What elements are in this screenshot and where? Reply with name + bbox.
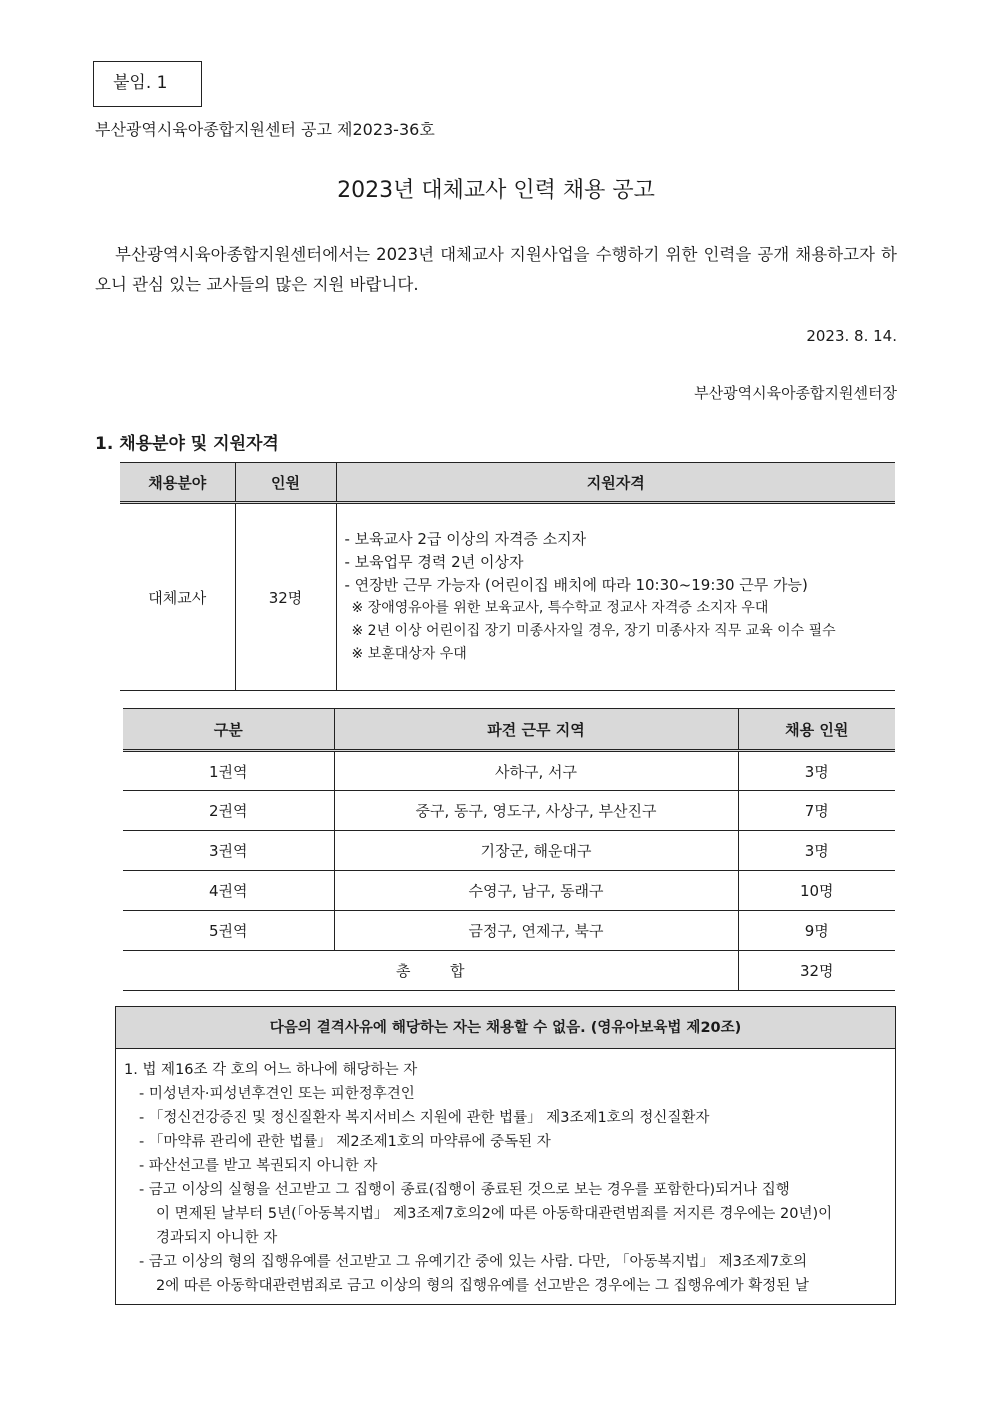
header-count: 인원 [235, 463, 336, 503]
disqualification-line: 경과되지 아니한 자 [156, 1230, 278, 1246]
areas-cell: 기장군, 해운대구 [334, 831, 738, 871]
qualification-note: ※ 2년 이상 어린이집 장기 미종사자일 경우, 장기 미종사자 직무 교육 이수 필수 [351, 623, 836, 639]
disqualification-line: - 금고 이상의 실형을 선고받고 그 집행이 종료(집행이 종료된 것으로 보는 경우를 포함한다)되거나 집행 [139, 1182, 790, 1198]
section-title: 1. 채용분야 및 지원자격 [95, 434, 279, 454]
disqualification-line: 이 면제된 날부터 5년(「아동복지법」 제3조제7호의2에 따른 아동학대관련범죄를 저지른 경우에는 20년)이 [156, 1206, 833, 1222]
disqualification-line: 2에 따른 아동학대관련범죄로 금고 이상의 형의 집행유예를 선고받은 경우에는 그 집행유예가 확정된 날 [156, 1278, 809, 1294]
table-row [120, 503, 895, 691]
hire-count-cell: 3명 [738, 751, 895, 791]
notice-number: 부산광역시육아종합지원센터 공고 제2023-36호 [95, 120, 435, 139]
header-zone: 구분 [123, 709, 334, 751]
qualification-note: ※ 장애영유아를 위한 보육교사, 특수학교 정교사 자격증 소지자 우대 [351, 600, 769, 616]
qualification-item: - 연장반 근무 가능자 (어린이집 배치에 따라 10:30~19:30 근무 가능) [344, 576, 808, 594]
total-label-part: 합 [450, 962, 465, 980]
disqualification-item-title: 1. 법 제16조 각 호의 어느 하나에 해당하는 자 [124, 1062, 418, 1078]
table-row [123, 791, 895, 831]
zone-cell: 4권역 [123, 871, 334, 911]
table-row [123, 831, 895, 871]
disqualification-line: - 「정신건강증진 및 정신질환자 복지서비스 지원에 관한 법률」 제3조제1호의 정신질환자 [139, 1110, 710, 1126]
zone-cell: 1권역 [123, 751, 334, 791]
notice-date: 2023. 8. 14. [806, 327, 897, 345]
header-hire-count: 채용 인원 [738, 709, 895, 751]
attachment-label: 붙임. 1 [93, 61, 202, 107]
header-qualification: 지원자격 [336, 463, 895, 503]
qualification-note: ※ 보훈대상자 우대 [351, 646, 467, 662]
zone-cell: 2권역 [123, 791, 334, 831]
qualification-item: - 보육업무 경력 2년 이상자 [344, 553, 524, 571]
total-row [123, 951, 895, 991]
total-count: 32명 [738, 951, 895, 991]
hire-count-cell: 10명 [738, 871, 895, 911]
recruit-table [120, 462, 895, 691]
disqualification-line: - 파산선고를 받고 복권되지 아니한 자 [139, 1158, 378, 1174]
total-label-part: 총 [395, 962, 411, 980]
table-row [123, 911, 895, 951]
areas-cell: 금정구, 연제구, 북구 [334, 911, 738, 951]
areas-cell: 중구, 동구, 영도구, 사상구, 부산진구 [334, 791, 738, 831]
disqualification-box [115, 1006, 896, 1305]
hire-count-cell: 3명 [738, 831, 895, 871]
qualification-item: - 보육교사 2급 이상의 자격증 소지자 [344, 530, 587, 548]
zone-cell: 3권역 [123, 831, 334, 871]
intro-paragraph: 부산광역시육아종합지원센터에서는 2023년 대체교사 지원사업을 수행하기 위한 인력을 공개 채용하고자 하오니 관심 있는 교사들의 많은 지원 바랍니다. [95, 245, 897, 294]
issuer: 부산광역시육아종합지원센터장 [694, 384, 897, 402]
areas-cell: 사하구, 서구 [334, 751, 738, 791]
disqualification-header: 다음의 결격사유에 해당하는 자는 채용할 수 없음. (영유아보육법 제20조) [116, 1007, 895, 1049]
hire-count-cell: 7명 [738, 791, 895, 831]
header-field: 채용분야 [120, 463, 235, 503]
disqualification-line: - 금고 이상의 형의 집행유예를 선고받고 그 유예기간 중에 있는 사람. 다만, 「아동복지법」 제3조제7호의 [139, 1254, 808, 1270]
total-label [123, 951, 738, 991]
zone-cell: 5권역 [123, 911, 334, 951]
qualification-cell [336, 503, 895, 691]
hire-count-cell: 9명 [738, 911, 895, 951]
table-row [123, 751, 895, 791]
areas-cell: 수영구, 남구, 동래구 [334, 871, 738, 911]
page-title: 2023년 대체교사 인력 채용 공고 [337, 178, 655, 203]
count-cell: 32명 [235, 503, 336, 691]
disqualification-line: - 미성년자·피성년후견인 또는 피한정후견인 [139, 1086, 415, 1102]
disqualification-line: - 「마약류 관리에 관한 법률」 제2조제1호의 마약류에 중독된 자 [139, 1134, 551, 1150]
table-row [123, 871, 895, 911]
table-header-row [123, 709, 895, 751]
field-cell: 대체교사 [120, 503, 235, 691]
header-areas: 파견 근무 지역 [334, 709, 738, 751]
region-table [123, 708, 895, 991]
table-header-row [120, 463, 895, 503]
disqualification-body [116, 1049, 895, 1298]
